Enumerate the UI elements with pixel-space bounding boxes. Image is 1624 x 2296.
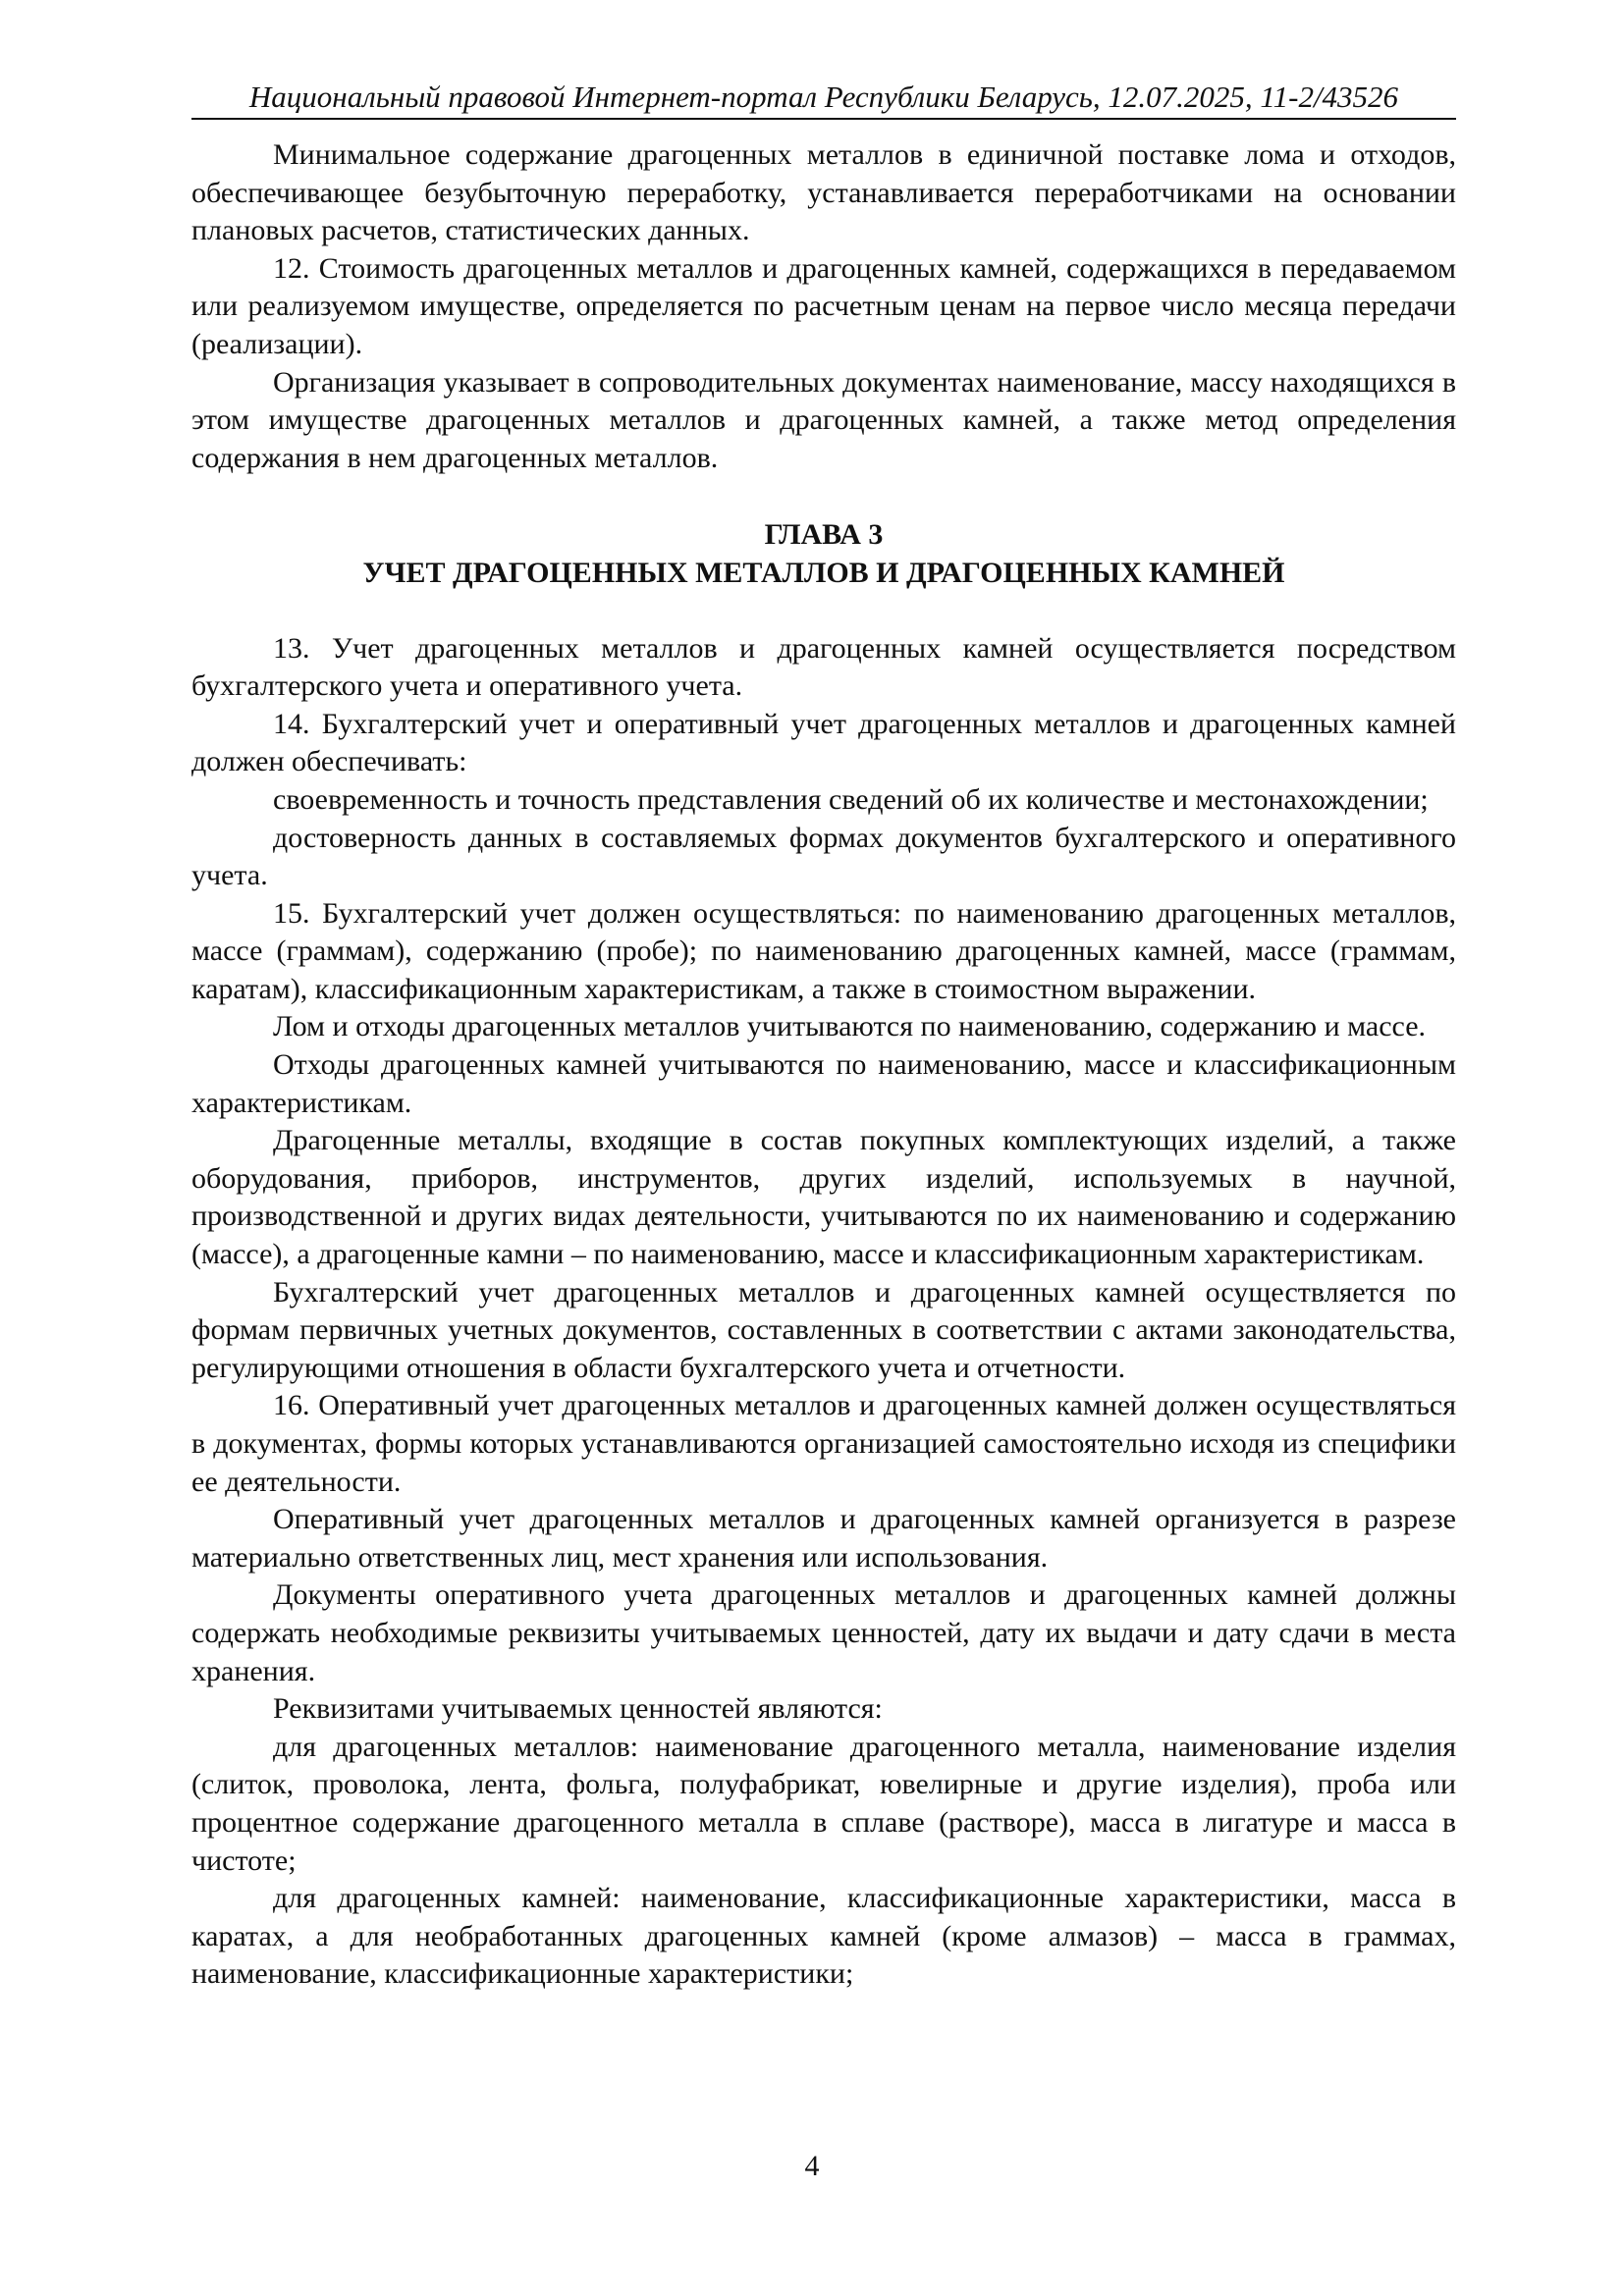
header-divider	[191, 118, 1456, 120]
page-number: 4	[804, 2150, 820, 2182]
paragraph: 12. Стоимость драгоценных металлов и драгоценных камней, содержащихся в передаваемом или реализуемом имуществе, определяется по расчетным ценам на первое число месяца передачи (реализации).	[191, 251, 1456, 360]
paragraph: Документы оперативного учета драгоценных металлов и драгоценных камней должны содержать необходимые реквизиты учитываемых ценностей, дату их выдачи и дату сдачи в места хранения.	[191, 1578, 1456, 1687]
chapter-number: ГЛАВА 3	[764, 518, 884, 552]
paragraph: 13. Учет драгоценных металлов и драгоценных камней осуществляется посредством бухгалтерского учета и оперативного учета.	[191, 631, 1456, 703]
paragraph: для драгоценных камней: наименование, классификационные характеристики, масса в каратах, а для необработанных драгоценных камней (кроме алмазов) – масса в граммах, наименование, классификационные характеристики;	[191, 1882, 1456, 1991]
paragraph: своевременность и точность представления сведений об их количестве и местонахождении;	[273, 782, 1429, 816]
document-header: Национальный правовой Интернет-портал Республики Беларусь, 12.07.2025, 11-2/43526	[248, 80, 1399, 114]
paragraph: 16. Оперативный учет драгоценных металлов и драгоценных камней должен осуществляться в документах, формы которых устанавливаются организацией самостоятельно исходя из специфики ее деятельности.	[191, 1389, 1456, 1498]
paragraph: Организация указывает в сопроводительных документах наименование, массу находящихся в этом имуществе драгоценных металлов и драгоценных камней, а также метод определения содержания в нем драгоценных металлов.	[191, 365, 1456, 474]
chapter-title: УЧЕТ ДРАГОЦЕННЫХ МЕТАЛЛОВ И ДРАГОЦЕННЫХ КАМНЕЙ	[362, 556, 1285, 589]
paragraph: 15. Бухгалтерский учет должен осуществляться: по наименованию драгоценных металлов, массе (граммам), содержанию (пробе); по наименованию драгоценных камней, массе (граммам, каратам), классификационным характеристикам, а также в стоимостном выражении.	[191, 896, 1456, 1005]
paragraph: Реквизитами учитываемых ценностей являются:	[273, 1692, 883, 1726]
paragraph: Минимальное содержание драгоценных металлов в единичной поставке лома и отходов, обеспечивающее безубыточную переработку, устанавливается переработчиками на основании плановых расчетов, статистических данных.	[191, 138, 1456, 247]
paragraph: для драгоценных металлов: наименование драгоценного металла, наименование изделия (слиток, проволока, лента, фольга, полуфабрикат, ювелирные и другие изделия), проба или процентное содержание драгоценного металла в сплаве (растворе), масса в лигатуре и масса в чистоте;	[191, 1730, 1456, 1877]
document-body	[191, 136, 1456, 1994]
paragraph: Бухгалтерский учет драгоценных металлов и драгоценных камней осуществляется по формам первичных учетных документов, составленных в соответствии с актами законодательства, регулирующими отношения в области бухгалтерского учета и отчетности.	[191, 1275, 1456, 1384]
paragraph: Лом и отходы драгоценных металлов учитываются по наименованию, содержанию и массе.	[273, 1010, 1427, 1043]
paragraph: Драгоценные металлы, входящие в состав покупных комплектующих изделий, а также оборудования, приборов, инструментов, других изделий, используемых в научной, производственной и других видах деятельности, учитываются по их наименованию и содержанию (массе), а драгоценные камни – по наименованию, массе и классификационным характеристикам.	[191, 1124, 1456, 1271]
chapter-heading	[191, 516, 1456, 592]
paragraph: достоверность данных в составляемых формах документов бухгалтерского и оперативного учета.	[191, 821, 1456, 892]
paragraph: 14. Бухгалтерский учет и оперативный учет драгоценных металлов и драгоценных камней должен обеспечивать:	[191, 707, 1456, 778]
paragraph: Отходы драгоценных камней учитываются по наименованию, массе и классификационным характеристикам.	[191, 1048, 1456, 1119]
paragraph: Оперативный учет драгоценных металлов и драгоценных камней организуется в разрезе материально ответственных лиц, мест хранения или использования.	[191, 1503, 1456, 1574]
